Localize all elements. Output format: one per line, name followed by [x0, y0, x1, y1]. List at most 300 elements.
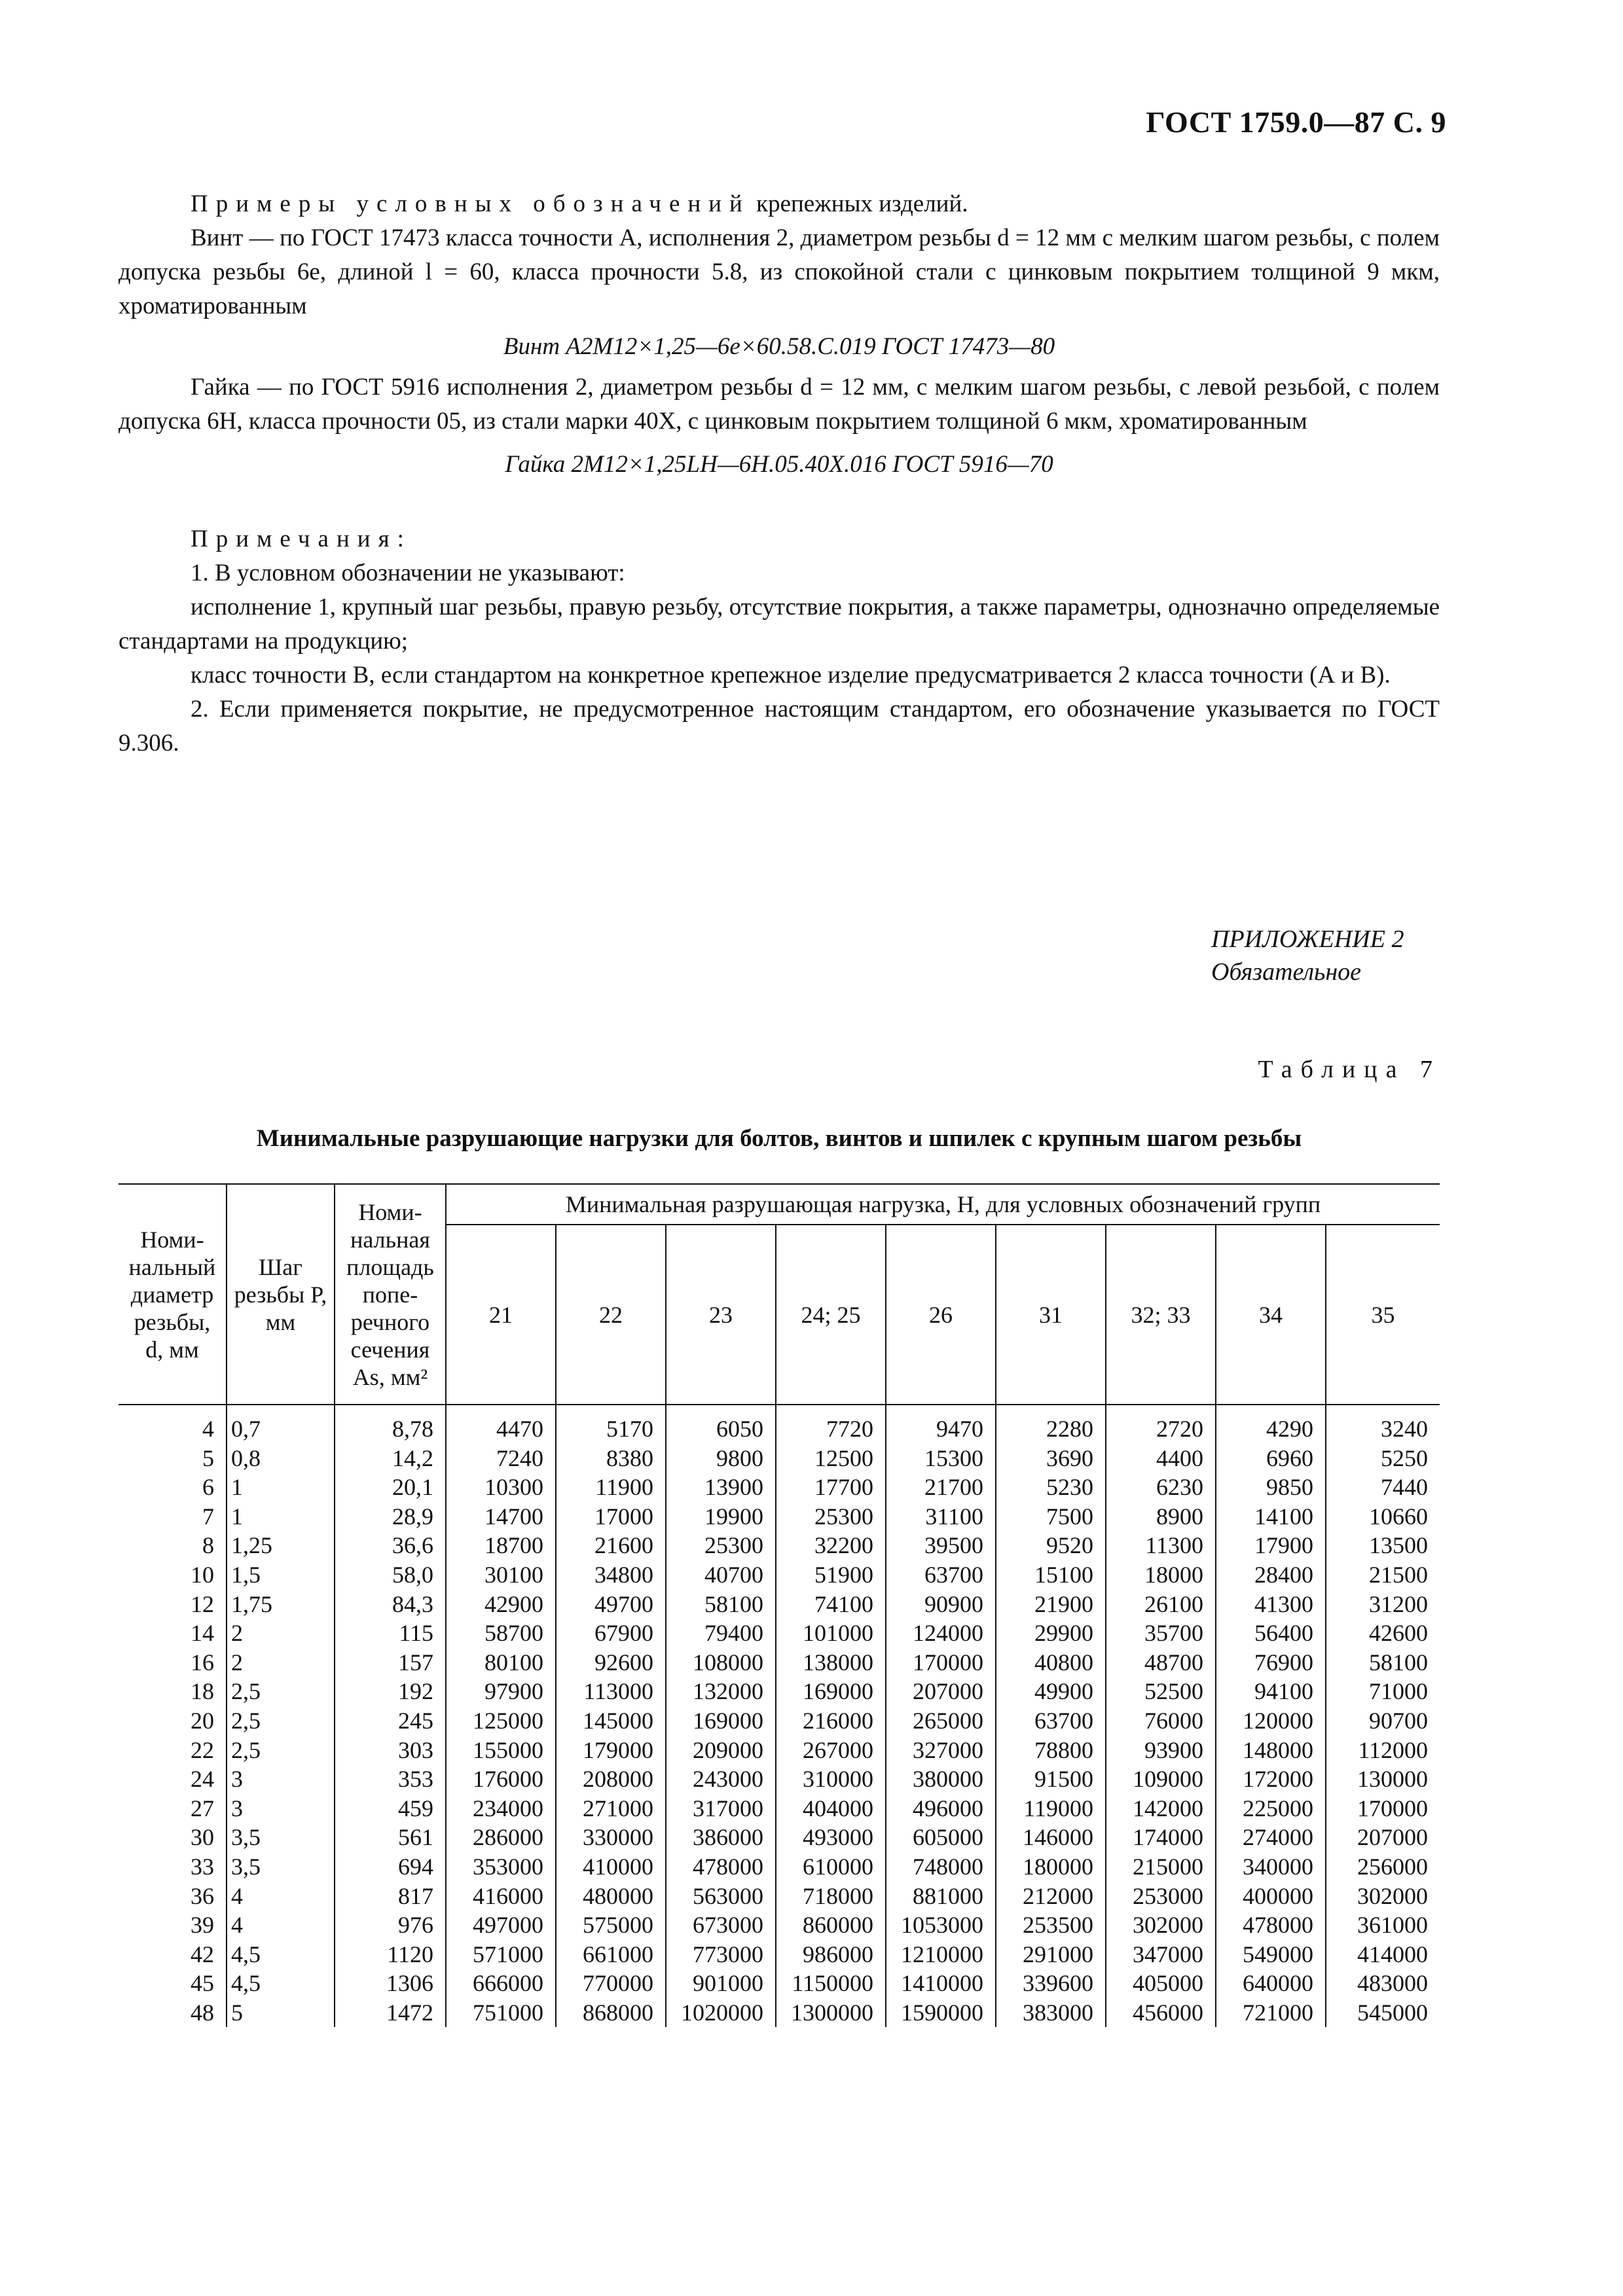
table-cell: 386000	[666, 1823, 776, 1852]
table-cell: 25300	[776, 1502, 886, 1532]
examples-intro-spaced: Примеры условных обозначений	[191, 190, 750, 217]
table-cell: 18700	[446, 1531, 556, 1560]
table-cell: 7500	[996, 1502, 1106, 1532]
table-cell: 26100	[1106, 1590, 1216, 1619]
table-cell: 773000	[666, 1940, 776, 1969]
table-cell: 1053000	[886, 1910, 996, 1940]
table-cell: 21600	[556, 1531, 666, 1560]
table-cell: 478000	[1216, 1910, 1326, 1940]
table-cell: 986000	[776, 1940, 886, 1969]
table-cell: 347000	[1106, 1940, 1216, 1969]
table-cell: 41300	[1216, 1590, 1326, 1619]
table-cell: 9800	[666, 1444, 776, 1473]
table-cell: 404000	[776, 1794, 886, 1823]
table-cell: 571000	[446, 1940, 556, 1969]
table-cell: 1120	[335, 1940, 446, 1969]
table-row	[119, 1940, 1440, 1969]
table-cell: 327000	[886, 1736, 996, 1765]
table-cell: 302000	[1106, 1910, 1216, 1940]
table-cell: 17900	[1216, 1531, 1326, 1560]
table-cell: 901000	[666, 1969, 776, 1998]
table-cell: 180000	[996, 1852, 1106, 1882]
table-row	[119, 1882, 1440, 1911]
table-cell: 79400	[666, 1619, 776, 1648]
table-cell: 4,5	[227, 1969, 335, 1998]
table-cell: 271000	[556, 1794, 666, 1823]
table-cell: 6	[119, 1473, 227, 1502]
table-cell: 32200	[776, 1531, 886, 1560]
table-cell: 176000	[446, 1765, 556, 1794]
table-cell: 169000	[776, 1677, 886, 1706]
table-cell: 661000	[556, 1940, 666, 1969]
table-cell: 8380	[556, 1444, 666, 1473]
table-cell: 549000	[1216, 1940, 1326, 1969]
table-cell: 207000	[886, 1677, 996, 1706]
table-cell: 12	[119, 1590, 227, 1619]
screw-example-text: Винт — по ГОСТ 17473 класса точности А, исполнения 2, диаметром резьбы d = 12 мм с мелким шагом резьбы, с полем допуска резьбы 6е, длиной l = 60, класса прочности 5.8, из спокойной стали с цинковым покрытием толщиной 9 мкм, хроматированным	[119, 224, 1440, 319]
table-cell: 15300	[886, 1444, 996, 1473]
table-cell: 748000	[886, 1852, 996, 1882]
table-cell: 483000	[1326, 1969, 1440, 1998]
table-cell: 109000	[1106, 1765, 1216, 1794]
table-cell: 2,5	[227, 1706, 335, 1736]
table-cell: 15100	[996, 1560, 1106, 1590]
table-cell: 9470	[886, 1405, 996, 1444]
table-cell: 9850	[1216, 1473, 1326, 1502]
table-cell: 480000	[556, 1882, 666, 1911]
table-cell: 2,5	[227, 1677, 335, 1706]
group-header: 35	[1326, 1225, 1440, 1405]
table-cell: 63700	[886, 1560, 996, 1590]
table-row	[119, 1736, 1440, 1765]
table-cell: 817	[335, 1882, 446, 1911]
table-cell: 52500	[1106, 1677, 1216, 1706]
table-cell: 400000	[1216, 1882, 1326, 1911]
table-cell: 9520	[996, 1531, 1106, 1560]
table-cell: 113000	[556, 1677, 666, 1706]
table-row	[119, 1852, 1440, 1882]
page-header: ГОСТ 1759.0—87 С. 9	[1146, 105, 1446, 139]
table-cell: 58100	[666, 1590, 776, 1619]
screw-designation: Винт А2М12×1,25—6е×60.58.С.019 ГОСТ 17473—80	[503, 333, 1055, 360]
table-cell: 157	[335, 1648, 446, 1677]
table-cell: 303	[335, 1736, 446, 1765]
table-cell: 4	[227, 1910, 335, 1940]
table-cell: 265000	[886, 1706, 996, 1736]
table-cell: 49700	[556, 1590, 666, 1619]
table-cell: 7	[119, 1502, 227, 1532]
table-cell: 405000	[1106, 1969, 1216, 1998]
table-row	[119, 1619, 1440, 1648]
table-row	[119, 1473, 1440, 1502]
table-cell: 170000	[1326, 1794, 1440, 1823]
table-cell: 27	[119, 1794, 227, 1823]
table-cell: 245	[335, 1706, 446, 1736]
table-cell: 39500	[886, 1531, 996, 1560]
table-cell: 7720	[776, 1405, 886, 1444]
table-cell: 145000	[556, 1706, 666, 1736]
table-cell: 179000	[556, 1736, 666, 1765]
table-cell: 10300	[446, 1473, 556, 1502]
table-cell: 169000	[666, 1706, 776, 1736]
table-cell: 2	[227, 1648, 335, 1677]
examples-intro	[119, 187, 1440, 221]
table-cell: 19900	[666, 1502, 776, 1532]
table-cell: 267000	[776, 1736, 886, 1765]
table-cell: 33	[119, 1852, 227, 1882]
table-cell: 1150000	[776, 1969, 886, 1998]
table-cell: 63700	[996, 1706, 1106, 1736]
table-cell: 146000	[996, 1823, 1106, 1852]
table-cell: 3,5	[227, 1823, 335, 1852]
table-cell: 1	[227, 1473, 335, 1502]
group-header: 21	[446, 1225, 556, 1405]
col-header-area: Номи-нальная площадь попе-речного сечения As, мм²	[335, 1184, 446, 1405]
table-cell: 30	[119, 1823, 227, 1852]
table-cell: 410000	[556, 1852, 666, 1882]
table-row	[119, 1998, 1440, 2028]
nut-example-text: Гайка — по ГОСТ 5916 исполнения 2, диаметром резьбы d = 12 мм, с мелким шагом резьбы, с левой резьбой, с полем допуска 6Н, класса прочности 05, из стали марки 40Х, с цинковым покрытием толщиной 6 мкм, хроматированным	[119, 374, 1440, 435]
table-cell: 45	[119, 1969, 227, 1998]
table-cell: 339600	[996, 1969, 1106, 1998]
table-cell: 40700	[666, 1560, 776, 1590]
table-cell: 48	[119, 1998, 227, 2028]
table-cell: 132000	[666, 1677, 776, 1706]
table-cell: 108000	[666, 1648, 776, 1677]
table-cell: 142000	[1106, 1794, 1216, 1823]
table-label: Таблица 7	[1258, 1056, 1441, 1083]
table-row	[119, 1648, 1440, 1677]
table-cell: 71000	[1326, 1677, 1440, 1706]
table-cell: 216000	[776, 1706, 886, 1736]
table-title: Минимальные разрушающие нагрузки для болтов, винтов и шпилек с крупным шагом резьбы	[256, 1125, 1302, 1152]
table-cell: 605000	[886, 1823, 996, 1852]
table-row	[119, 1765, 1440, 1794]
table-cell: 3690	[996, 1444, 1106, 1473]
table-cell: 11300	[1106, 1531, 1216, 1560]
table-cell: 253000	[1106, 1882, 1216, 1911]
notes-title: Примечания:	[191, 526, 412, 552]
table-cell: 67900	[556, 1619, 666, 1648]
table-cell: 4470	[446, 1405, 556, 1444]
table-cell: 234000	[446, 1794, 556, 1823]
table-cell: 42900	[446, 1590, 556, 1619]
table-cell: 353000	[446, 1852, 556, 1882]
table-cell: 718000	[776, 1882, 886, 1911]
table-cell: 90900	[886, 1590, 996, 1619]
table-cell: 90700	[1326, 1706, 1440, 1736]
table-cell: 20,1	[335, 1473, 446, 1502]
table-cell: 3,5	[227, 1852, 335, 1882]
table-cell: 5170	[556, 1405, 666, 1444]
notes-section	[119, 522, 1440, 761]
table-cell: 17700	[776, 1473, 886, 1502]
table-cell: 353	[335, 1765, 446, 1794]
table-row	[119, 1794, 1440, 1823]
table-cell: 0,7	[227, 1405, 335, 1444]
table-cell: 10660	[1326, 1502, 1440, 1532]
table-cell: 1300000	[776, 1998, 886, 2028]
table-cell: 94100	[1216, 1677, 1326, 1706]
table-row	[119, 1560, 1440, 1590]
table-cell: 12500	[776, 1444, 886, 1473]
table-cell: 383000	[996, 1998, 1106, 2028]
table-cell: 119000	[996, 1794, 1106, 1823]
table-cell: 21900	[996, 1590, 1106, 1619]
table-cell: 207000	[1326, 1823, 1440, 1852]
note-1a: исполнение 1, крупный шаг резьбы, правую резьбу, отсутствие покрытия, а также параметры, однозначно определяемые стандартами на продукцию;	[119, 594, 1440, 655]
table-cell: 4	[119, 1405, 227, 1444]
table-cell: 84,3	[335, 1590, 446, 1619]
table-cell: 4400	[1106, 1444, 1216, 1473]
table-cell: 174000	[1106, 1823, 1216, 1852]
table-cell: 11900	[556, 1473, 666, 1502]
table-cell: 6230	[1106, 1473, 1216, 1502]
table-cell: 302000	[1326, 1882, 1440, 1911]
table-cell: 1,25	[227, 1531, 335, 1560]
table-cell: 721000	[1216, 1998, 1326, 2028]
table-cell: 120000	[1216, 1706, 1326, 1736]
table-cell: 170000	[886, 1648, 996, 1677]
table-cell: 243000	[666, 1765, 776, 1794]
group-header: 24; 25	[776, 1225, 886, 1405]
table-cell: 459	[335, 1794, 446, 1823]
table-cell: 28400	[1216, 1560, 1326, 1590]
table-cell: 0,8	[227, 1444, 335, 1473]
table-cell: 209000	[666, 1736, 776, 1765]
table-cell: 18000	[1106, 1560, 1216, 1590]
table-cell: 14,2	[335, 1444, 446, 1473]
table-cell: 563000	[666, 1882, 776, 1911]
table-cell: 860000	[776, 1910, 886, 1940]
table-cell: 14100	[1216, 1502, 1326, 1532]
table-cell: 868000	[556, 1998, 666, 2028]
table-cell: 39	[119, 1910, 227, 1940]
table-cell: 92600	[556, 1648, 666, 1677]
table-cell: 18	[119, 1677, 227, 1706]
table-cell: 1,75	[227, 1590, 335, 1619]
table-body	[119, 1405, 1440, 2027]
table-cell: 286000	[446, 1823, 556, 1852]
table-cell: 340000	[1216, 1852, 1326, 1882]
table-cell: 101000	[776, 1619, 886, 1648]
table-row	[119, 1823, 1440, 1852]
table-cell: 124000	[886, 1619, 996, 1648]
table-row	[119, 1444, 1440, 1473]
table-row	[119, 1405, 1440, 1444]
table-cell: 148000	[1216, 1736, 1326, 1765]
table-cell: 28,9	[335, 1502, 446, 1532]
group-header: 32; 33	[1106, 1225, 1216, 1405]
group-header: 31	[996, 1225, 1106, 1405]
table-cell: 80100	[446, 1648, 556, 1677]
table-cell: 575000	[556, 1910, 666, 1940]
table-cell: 1590000	[886, 1998, 996, 2028]
table-cell: 172000	[1216, 1765, 1326, 1794]
table-cell: 78800	[996, 1736, 1106, 1765]
table-cell: 770000	[556, 1969, 666, 1998]
table-cell: 22	[119, 1736, 227, 1765]
table-cell: 30100	[446, 1560, 556, 1590]
table-cell: 8,78	[335, 1405, 446, 1444]
table-cell: 2720	[1106, 1405, 1216, 1444]
table-cell: 36,6	[335, 1531, 446, 1560]
table-cell: 330000	[556, 1823, 666, 1852]
table-cell: 456000	[1106, 1998, 1216, 2028]
table-cell: 91500	[996, 1765, 1106, 1794]
appendix-heading	[1211, 923, 1404, 988]
group-header: 22	[556, 1225, 666, 1405]
table-cell: 5	[227, 1998, 335, 2028]
table-cell: 291000	[996, 1940, 1106, 1969]
table-cell: 1210000	[886, 1940, 996, 1969]
table-cell: 6960	[1216, 1444, 1326, 1473]
table-cell: 1472	[335, 1998, 446, 2028]
table-cell: 3	[227, 1765, 335, 1794]
table-row	[119, 1531, 1440, 1560]
table-cell: 694	[335, 1852, 446, 1882]
table-cell: 24	[119, 1765, 227, 1794]
table-cell: 2280	[996, 1405, 1106, 1444]
table-cell: 5250	[1326, 1444, 1440, 1473]
table-cell: 1,5	[227, 1560, 335, 1590]
table-cell: 225000	[1216, 1794, 1326, 1823]
table-cell: 3	[227, 1794, 335, 1823]
group-header: 23	[666, 1225, 776, 1405]
table-cell: 115	[335, 1619, 446, 1648]
table-cell: 48700	[1106, 1648, 1216, 1677]
table-cell: 21500	[1326, 1560, 1440, 1590]
table-cell: 51900	[776, 1560, 886, 1590]
table-cell: 125000	[446, 1706, 556, 1736]
table-cell: 16	[119, 1648, 227, 1677]
table-cell: 8	[119, 1531, 227, 1560]
table-cell: 31100	[886, 1502, 996, 1532]
table-cell: 2,5	[227, 1736, 335, 1765]
table-cell: 5230	[996, 1473, 1106, 1502]
table-cell: 256000	[1326, 1852, 1440, 1882]
table-cell: 6050	[666, 1405, 776, 1444]
table-cell: 640000	[1216, 1969, 1326, 1998]
table-cell: 42600	[1326, 1619, 1440, 1648]
table-cell: 10	[119, 1560, 227, 1590]
appendix-title: ПРИЛОЖЕНИЕ 2	[1211, 925, 1404, 953]
table-cell: 3240	[1326, 1405, 1440, 1444]
table-cell: 4	[227, 1882, 335, 1911]
table-cell: 31200	[1326, 1590, 1440, 1619]
table-cell: 666000	[446, 1969, 556, 1998]
table-cell: 21700	[886, 1473, 996, 1502]
table-cell: 49900	[996, 1677, 1106, 1706]
table-cell: 610000	[776, 1852, 886, 1882]
table-cell: 416000	[446, 1882, 556, 1911]
table-cell: 76900	[1216, 1648, 1326, 1677]
breaking-load-table	[119, 1183, 1440, 2027]
table-cell: 40800	[996, 1648, 1106, 1677]
table-cell: 361000	[1326, 1910, 1440, 1940]
table-cell: 74100	[776, 1590, 886, 1619]
table-cell: 561	[335, 1823, 446, 1852]
table-cell: 4,5	[227, 1940, 335, 1969]
table-cell: 93900	[1106, 1736, 1216, 1765]
table-cell: 35700	[1106, 1619, 1216, 1648]
table-row	[119, 1969, 1440, 1998]
table-cell: 14700	[446, 1502, 556, 1532]
table-cell: 8900	[1106, 1502, 1216, 1532]
table-cell: 881000	[886, 1882, 996, 1911]
table-cell: 673000	[666, 1910, 776, 1940]
table-cell: 493000	[776, 1823, 886, 1852]
table-cell: 192	[335, 1677, 446, 1706]
note-2: 2. Если применяется покрытие, не предусмотренное настоящим стандартом, его обозначение указывается по ГОСТ 9.306.	[119, 696, 1440, 757]
table-cell: 17000	[556, 1502, 666, 1532]
table-cell: 76000	[1106, 1706, 1216, 1736]
table-cell: 20	[119, 1706, 227, 1736]
table-cell: 13500	[1326, 1531, 1440, 1560]
table-cell: 208000	[556, 1765, 666, 1794]
table-cell: 25300	[666, 1531, 776, 1560]
table-cell: 14	[119, 1619, 227, 1648]
group-header: 26	[886, 1225, 996, 1405]
appendix-subtitle: Обязательное	[1211, 958, 1362, 986]
table-cell: 34800	[556, 1560, 666, 1590]
table-cell: 317000	[666, 1794, 776, 1823]
table-cell: 112000	[1326, 1736, 1440, 1765]
table-cell: 478000	[666, 1852, 776, 1882]
table-cell: 56400	[1216, 1619, 1326, 1648]
table-row	[119, 1677, 1440, 1706]
table-cell: 414000	[1326, 1940, 1440, 1969]
table-cell: 58100	[1326, 1648, 1440, 1677]
table-cell: 13900	[666, 1473, 776, 1502]
table-cell: 4290	[1216, 1405, 1326, 1444]
table-row	[119, 1910, 1440, 1940]
table-cell: 138000	[776, 1648, 886, 1677]
table-cell: 1306	[335, 1969, 446, 1998]
table-row	[119, 1590, 1440, 1619]
table-row	[119, 1706, 1440, 1736]
table-cell: 36	[119, 1882, 227, 1911]
table-cell: 497000	[446, 1910, 556, 1940]
nut-designation: Гайка 2М12×1,25LН—6Н.05.40Х.016 ГОСТ 5916—70	[505, 451, 1053, 478]
table-cell: 1410000	[886, 1969, 996, 1998]
table-cell: 97900	[446, 1677, 556, 1706]
table-cell: 130000	[1326, 1765, 1440, 1794]
note-1b: класс точности В, если стандартом на конкретное крепежное изделие предусматривается 2 класса точности (А и В).	[191, 662, 1391, 689]
note-1: 1. В условном обозначении не указывают:	[191, 560, 625, 586]
col-header-group-title: Минимальная разрушающая нагрузка, Н, для условных обозначений групп	[446, 1184, 1440, 1225]
table-cell: 496000	[886, 1794, 996, 1823]
table-row	[119, 1502, 1440, 1532]
table-cell: 29900	[996, 1619, 1106, 1648]
table-cell: 380000	[886, 1765, 996, 1794]
table-cell: 253500	[996, 1910, 1106, 1940]
examples-section	[119, 187, 1440, 482]
col-header-diameter: Номи-нальный диаметр резьбы, d, мм	[119, 1184, 227, 1405]
table-cell: 155000	[446, 1736, 556, 1765]
table-cell: 58700	[446, 1619, 556, 1648]
table-cell: 1020000	[666, 1998, 776, 2028]
table-cell: 42	[119, 1940, 227, 1969]
group-header: 34	[1216, 1225, 1326, 1405]
table-cell: 7240	[446, 1444, 556, 1473]
table-cell: 976	[335, 1910, 446, 1940]
table-cell: 7440	[1326, 1473, 1440, 1502]
table-cell: 1	[227, 1502, 335, 1532]
examples-intro-rest: крепежных изделий.	[750, 190, 968, 217]
table-cell: 751000	[446, 1998, 556, 2028]
table-cell: 2	[227, 1619, 335, 1648]
